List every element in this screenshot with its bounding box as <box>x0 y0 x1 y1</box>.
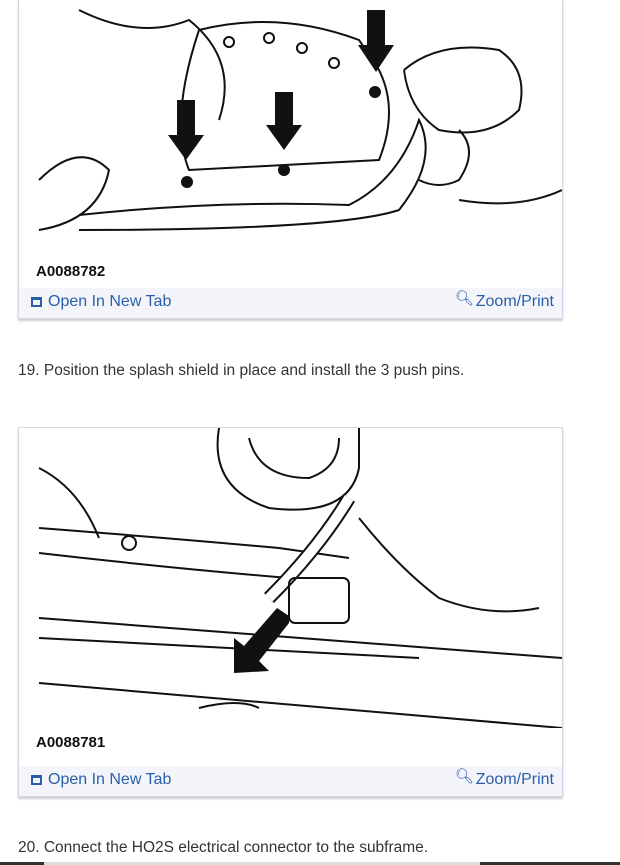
zoom-print-link[interactable] <box>454 290 554 311</box>
figure-toolbar <box>19 766 562 796</box>
step-19-text: 19. Position the splash shield in place and install the 3 push pins. <box>18 362 465 379</box>
zoom-print-label: Zoom/Print <box>475 293 554 310</box>
magnifier-icon: 🔍︎ <box>454 290 474 307</box>
open-in-new-tab-link[interactable] <box>31 293 171 311</box>
ho2s-connector-illustration <box>19 428 562 728</box>
open-new-tab-icon <box>31 775 42 785</box>
figure-id: A0088782 <box>36 263 106 280</box>
open-in-new-tab-label: Open In New Tab <box>48 293 172 310</box>
open-new-tab-icon <box>31 297 42 307</box>
figure-a0088781 <box>18 427 563 797</box>
zoom-print-label: Zoom/Print <box>475 771 554 788</box>
figure-id: A0088781 <box>36 734 106 751</box>
zoom-print-link[interactable] <box>454 768 554 789</box>
figure-a0088782 <box>18 0 563 319</box>
splash-shield-illustration <box>19 0 562 270</box>
step-20-text: 20. Connect the HO2S electrical connector to the subframe. <box>18 839 429 856</box>
open-in-new-tab-label: Open In New Tab <box>48 771 172 788</box>
magnifier-icon: 🔍︎ <box>454 768 474 785</box>
open-in-new-tab-link[interactable] <box>31 771 171 789</box>
figure-toolbar <box>19 288 562 318</box>
